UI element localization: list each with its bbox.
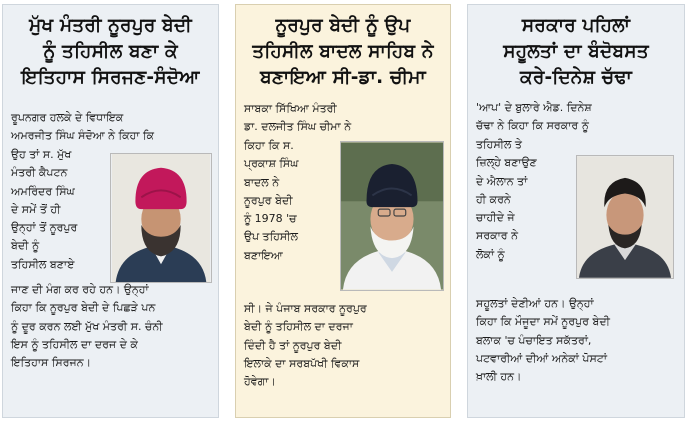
person-photo-icon xyxy=(111,154,211,282)
body-intro: ਸਾਬਕਾ ਸਿੱਖਿਆ ਮੰਤਰੀ ਡਾ. ਦਲਜੀਤ ਸਿੰਘ ਚੀਮਾ ਨੇ xyxy=(244,102,352,134)
body-conclusion: ਸੀ। ਜੇ ਪੰਜਾਬ ਸਰਕਾਰ ਨੂਰਪੁਰ ਬੇਦੀ ਨੂੰ ਤਹਿਸੀਲ ਦਾ ਦਰਜਾ ਦਿੰਦੀ ਹੈ ਤਾਂ ਨੂਰਪੁਰ ਬੇਦੀ ਇਲਾਕੇ ਦਾ ਸਰਬਪੱਖੀ ਵਿਕਾਸ ਹੋਵੇਗਾ। xyxy=(244,302,367,389)
body-beside-photo: ਕਿਹਾ ਕਿ ਸ. ਪ੍ਰਕਾਸ਼ ਸਿੰਘ ਬਾਦਲ ਨੇ ਨੂਰਪੁਰ ਬੇਦੀ ਨੂੰ 1978 'ਚ ਉਪ ਤਹਿਸੀਲ ਬਣਾਇਆ xyxy=(244,139,299,262)
news-column-chadha xyxy=(467,4,685,418)
body-intro: ਰੂਪਨਗਰ ਹਲਕੇ ਦੇ ਵਿਧਾਇਕ ਅਮਰਜੀਤ ਸਿੰਘ ਸੰਦੋਆ ਨੇ ਕਿਹਾ ਕਿ xyxy=(11,111,155,143)
person-photo-icon xyxy=(577,156,673,278)
person-photo-icon xyxy=(341,142,443,290)
body-conclusion: ਸਹੂਲਤਾਂ ਦੇਣੀਆਂ ਹਨ। ਉਨ੍ਹਾਂ ਕਿਹਾ ਕਿ ਮੌਜੂਦਾ ਸਮੇਂ ਨੂਰਪੁਰ ਬੇਦੀ ਬਲਾਕ 'ਚ ਪੰਚਾਇਤ ਸਕੱਤਰਾਂ, ਪਟਵਾਰੀਆਂ ਦੀਆਂ ਅਨੇਕਾਂ ਪੋਸਟਾਂ ਖ਼ਾਲੀ ਹਨ। xyxy=(476,297,610,384)
body-intro: 'ਆਪ' ਦੇ ਬੁਲਾਰੇ ਐਡ. ਦਿਨੇਸ਼ ਚੱਢਾ ਨੇ ਕਿਹਾ ਕਿ ਸਰਕਾਰ ਨੂੰ xyxy=(476,101,592,133)
portrait-photo xyxy=(340,141,444,291)
news-column-cheema xyxy=(235,4,451,418)
portrait-photo xyxy=(576,155,674,279)
headline: ਸਰਕਾਰ ਪਹਿਲਾਂ ਸਹੂਲਤਾਂ ਦਾ ਬੰਦੋਬਸਤ ਕਰੇ-ਦਿਨੇਸ਼ ਚੱਢਾ xyxy=(503,15,649,88)
portrait-photo xyxy=(110,153,212,283)
headline: ਨੂਰਪੁਰ ਬੇਦੀ ਨੂੰ ਉਪ ਤਹਿਸੀਲ ਬਾਦਲ ਸਾਹਿਬ ਨੇ ਬਣਾਇਆ ਸੀ-ਡਾ. ਚੀਮਾ xyxy=(252,15,434,88)
body-beside-photo: ਉਹ ਤਾਂ ਸ. ਮੁੱਖ ਮੰਤਰੀ ਕੈਪਟਨ ਅਮਰਿੰਦਰ ਸਿੰਘ ਦੇ ਸਮੇਂ ਤੋਂ ਹੀ ਉਨ੍ਹਾਂ ਤੋਂ ਨੂਰਪੁਰ ਬੇਦੀ ਨੂੰ ਤਹਿਸੀਲ ਬਣਾਏ xyxy=(11,148,78,271)
headline: ਮੁੱਖ ਮੰਤਰੀ ਨੂਰਪੁਰ ਬੇਦੀ ਨੂੰ ਤਹਿਸੀਲ ਬਣਾ ਕੇ ਇਤਿਹਾਸ ਸਿਰਜਣ-ਸੰਦੋਆ xyxy=(21,15,200,88)
news-column-sandoa xyxy=(2,4,219,418)
body-conclusion: ਜਾਣ ਦੀ ਮੰਗ ਕਰ ਰਹੇ ਹਨ। ਉਨ੍ਹਾਂ ਕਿਹਾ ਕਿ ਨੂਰਪੁਰ ਬੇਦੀ ਦੇ ਪਿਛੜੇ ਪਨ ਨੂੰ ਦੂਰ ਕਰਨ ਲਈ ਮੁੱਖ ਮੰਤਰੀ ਸ. ਚੰਨੀ ਇਸ ਨੂੰ ਤਹਿਸੀਲ ਦਾ ਦਰਜ ਦੇ ਕੇ ਇਤਿਹਾਸ ਸਿਰਜਨ। xyxy=(11,283,163,370)
body-beside-photo: ਤਹਿਸੀਲ ਤੇ ਜ਼ਿਲ੍ਹੇ ਬਣਾਉਣ ਦੇ ਐਲਾਨ ਤਾਂ ਹੀ ਕਰਨੇ ਚਾਹੀਦੇ ਜੇ ਸਰਕਾਰ ਨੇ ਲੋਕਾਂ ਨੂੰ xyxy=(476,138,537,261)
